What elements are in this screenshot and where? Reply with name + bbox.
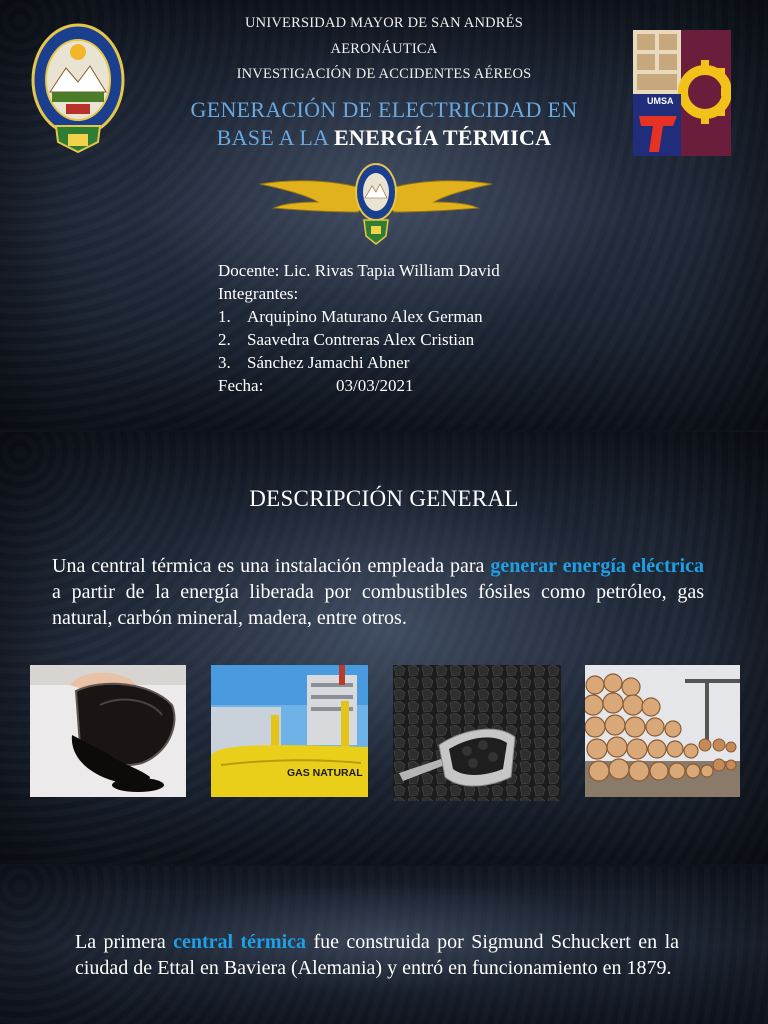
member-number: 2. — [218, 330, 231, 349]
highlight-central-termica: central térmica — [173, 931, 307, 953]
member-name: Arquipino Maturano Alex German — [247, 307, 483, 326]
member-item — [218, 328, 500, 351]
subject-name: INVESTIGACIÓN DE ACCIDENTES AÉREOS — [236, 66, 532, 82]
info-block — [218, 259, 500, 397]
fecha-line — [218, 374, 500, 397]
title-line-1: GENERACIÓN DE ELECTRICIDAD EN — [190, 97, 578, 122]
description-slide — [0, 432, 768, 866]
member-item — [218, 305, 500, 328]
title-line-2 — [0, 124, 768, 152]
history-paragraph — [75, 929, 679, 981]
natural-gas-photo — [211, 665, 368, 797]
petroleum-photo — [30, 665, 186, 797]
member-number: 3. — [218, 353, 231, 372]
section-heading: DESCRIPCIÓN GENERAL — [249, 486, 519, 511]
wood-logs-photo — [585, 665, 740, 797]
aeronautics-wings-icon — [258, 156, 494, 248]
member-name: Sánchez Jamachi Abner — [247, 353, 410, 372]
fecha-value: 03/03/2021 — [336, 376, 414, 395]
member-name: Saavedra Contreras Alex Cristian — [247, 330, 475, 349]
gas-natural-label: GAS NATURAL — [287, 767, 363, 779]
university-name: UNIVERSIDAD MAYOR DE SAN ANDRÉS — [245, 15, 523, 31]
member-item — [218, 351, 500, 374]
title-slide — [0, 0, 768, 432]
description-text-2: a partir de la energía liberada por combustibles fósiles como petróleo, gas natural, carbón mineral, madera, entre otros. — [52, 581, 704, 629]
title-line-2-prefix: BASE A LA — [216, 125, 334, 150]
member-number: 1. — [218, 307, 231, 326]
docente-line: Docente: Lic. Rivas Tapia William David — [218, 261, 500, 280]
description-text-1: Una central térmica es una instalación empleada para — [52, 555, 491, 577]
history-text-2: fue construida por Sigmund Schuckert en la ciudad de Ettal en Baviera (Alemania) y entró en funcionamiento en 1879. — [75, 931, 679, 979]
history-text-1: La primera — [75, 931, 174, 953]
department-name: AERONÁUTICA — [330, 41, 438, 57]
fecha-label: Fecha: — [218, 376, 264, 395]
coal-photo — [393, 665, 561, 801]
history-slide — [0, 866, 768, 1024]
umsa-logo-text: UMSA — [647, 96, 674, 106]
title-line-2-bold: ENERGÍA TÉRMICA — [333, 125, 552, 150]
highlight-generar-energia: generar energía eléctrica — [490, 555, 704, 577]
description-paragraph — [52, 553, 704, 631]
integrantes-label: Integrantes: — [218, 284, 299, 303]
